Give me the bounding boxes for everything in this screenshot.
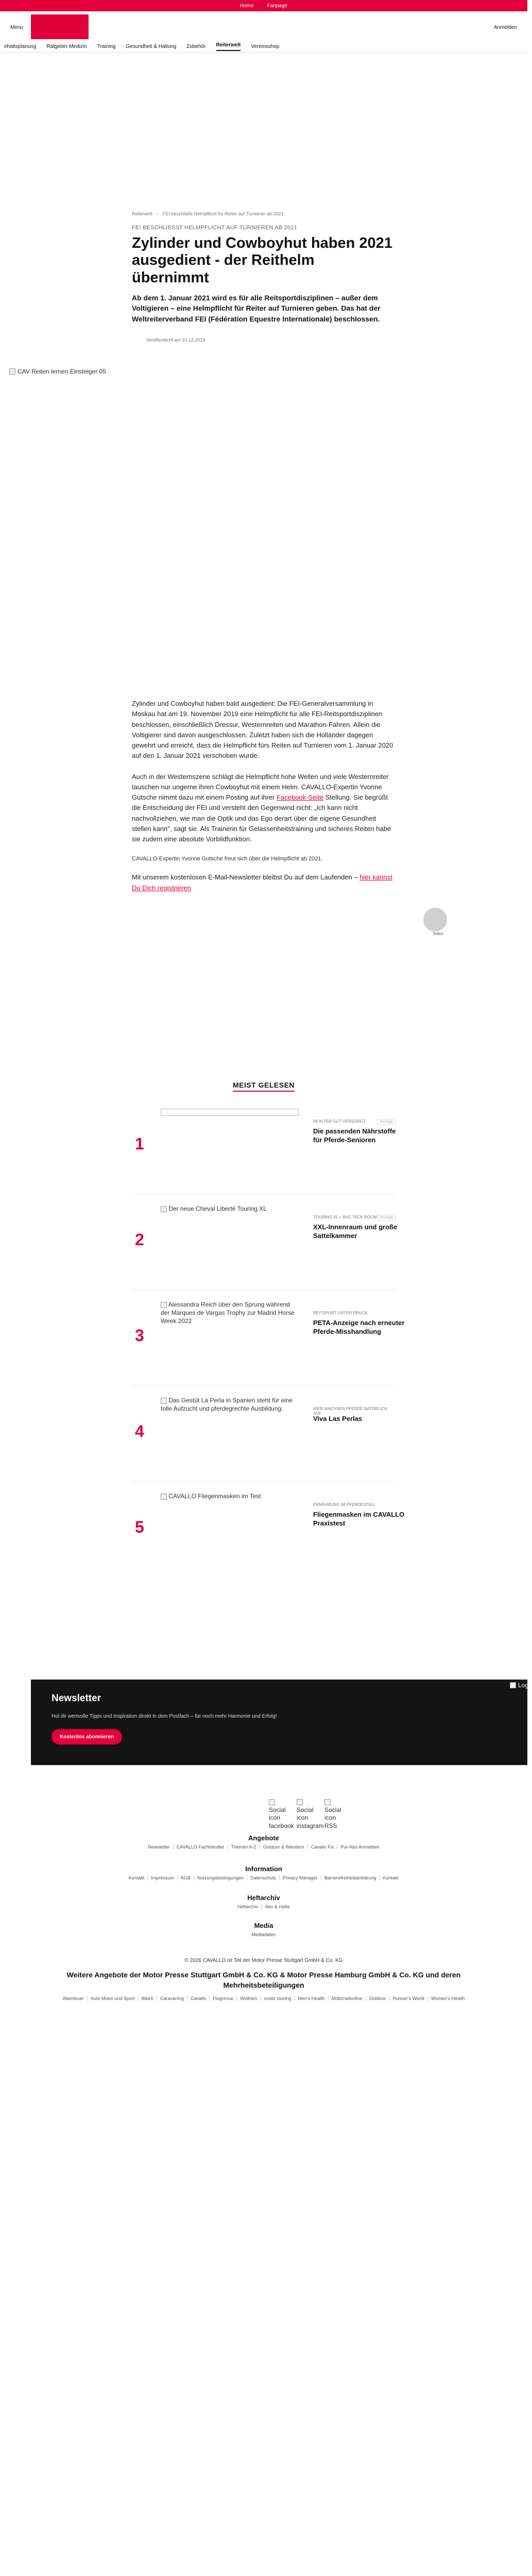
rank-number: 4: [135, 1422, 144, 1440]
group-offers-title: Weitere Angebote der Motor Presse Stuttgart GmbH & Co. KG & Motor Presse Hamburg GmbH & Co. KG und deren Mehrheitsbeteiligungen: [66, 1971, 461, 1989]
footer-link[interactable]: Kontakt: [383, 1875, 399, 1880]
menu-button[interactable]: Menu: [10, 25, 24, 30]
footer-link[interactable]: Cavallo Fix: [308, 1844, 338, 1850]
facebook-link[interactable]: Facebook-Seite: [277, 793, 324, 802]
paragraph-text: Stellung. Sie begrüßt die Entscheidung der FEI und versteht den Gegenwind nicht: „Ich kann nicht nachvollziehen, wie man die Optik und das Ego derart über die eigene Gesundheit stellen kann", sagt sie. Als Trainerin für Gelassenheitstraining und sicheres Reiten habe sie zudem eine absolute Vorbildfunktion.: [132, 793, 391, 843]
footer-heft-links: [0, 1904, 527, 1909]
footer-angebote-title: Angebote: [248, 1834, 279, 1842]
newsletter-promo: [132, 872, 396, 893]
footer-link[interactable]: Abenteuer: [59, 1996, 88, 2001]
embed-caption: CAVALLO-Expertin Yvonne Gutsche freut sich über die Helmpflicht ab 2021.: [132, 856, 323, 862]
teaser-kicker: REITSPORT UNTER DRUCK: [313, 1311, 368, 1315]
footer-link[interactable]: Outdoor: [366, 1996, 390, 2001]
newsletter-logo-alt: Logo: [518, 1682, 532, 1689]
facebook-icon[interactable]: [269, 1798, 294, 1829]
rank-number: 2: [135, 1230, 144, 1249]
social-alt: Social icon RSS: [324, 1806, 341, 1829]
most-read-item[interactable]: [132, 1098, 396, 1194]
footer-link[interactable]: Impressum: [148, 1875, 178, 1880]
footer-link[interactable]: BikeX: [139, 1996, 158, 2001]
footer-link[interactable]: Auto Motor und Sport: [88, 1996, 139, 2001]
broken-image-icon: [510, 1682, 516, 1688]
footer-link[interactable]: Wolfram: [237, 1996, 261, 2001]
nav-item-training[interactable]: Training: [97, 44, 116, 49]
footer-heftarchiv-title: Heftarchiv: [247, 1894, 280, 1902]
footer-link[interactable]: Outdoor & Wandern: [260, 1844, 308, 1850]
article-headline: Zylinder und Cowboyhut haben 2021 ausgedient - der Reithelm übernimmt: [132, 235, 392, 286]
teaser-title[interactable]: Fliegenmasken im CAVALLO Praxistest: [313, 1511, 405, 1527]
topbar-link-home[interactable]: Home: [239, 3, 254, 9]
teaser-kicker: HIER WACHSEN PFERDE NATÜRLICH AUF: [313, 1406, 388, 1416]
footer-info-links: [0, 1875, 527, 1880]
published-date: Veröffentlicht am 10.12.2019: [146, 337, 205, 343]
copyright: © 2026 CAVALLO ist Teil der Motor Presse Stuttgart GmbH & Co. KG: [184, 1958, 343, 1963]
ad-space: [0, 53, 527, 202]
teaser-image-alt: CAVALLO Fliegenmasken im Test: [168, 1493, 261, 1500]
ad-badge: Anzeige: [377, 1215, 396, 1221]
article-paragraph-2: [132, 772, 396, 845]
footer-link[interactable]: AGB: [178, 1875, 194, 1880]
subscribe-button[interactable]: Kostenlos abonnieren: [52, 1729, 122, 1744]
hero-image-alt: CAV Reiten lernen Einsteiger 05: [18, 368, 106, 375]
teaser-image-alt: Der neue Cheval Liberté Touring XL: [168, 1205, 267, 1212]
cavallo-logo[interactable]: [31, 14, 89, 39]
nav-item-ernaehrung[interactable]: ehaltsplanung: [4, 44, 37, 49]
article-paragraph: Zylinder und Cowboyhut haben bald ausgedient: Die FEI-Generalversammlung in Moskau hat am 19. November 2019 eine Helmpflicht für alle FEI-Reitsportdisziplinen beschlossen, einschließlich Dressur, Westernreiten und Marathon-Fahren. Allein die Voltigierer sind davon ausgeschlossen. Zuletzt haben sich die Holländer dagegen gewehrt und erreicht, dass die Helmpflicht fürs Reiten auf Turnieren vom 1. Januar 2020 auf den 1. Januar 2021 verschoben wurde.: [132, 700, 393, 760]
teaser-image[interactable]: [161, 1396, 299, 1413]
footer-link[interactable]: Kontakt: [126, 1875, 148, 1880]
social-alt: Social icon facebook: [269, 1806, 294, 1829]
breadcrumb-current: FEI beschließt Helmpflicht für Reiter auf Turnieren ab 2021: [163, 211, 284, 216]
most-read-section: [132, 1081, 405, 1578]
teaser-kicker: ERNÄHRUNG IM PFERDESTALL: [313, 1502, 376, 1507]
rank-number: 5: [135, 1518, 144, 1536]
broken-image-icon: [161, 1302, 167, 1308]
teaser-image[interactable]: [161, 1492, 299, 1500]
footer-link[interactable]: motor touring: [261, 1996, 295, 2001]
social-alt: Social icon instagram: [297, 1806, 324, 1829]
nav-item-zubehoer[interactable]: Zubehör: [186, 44, 206, 49]
breadcrumb-item[interactable]: Reiterwelt: [132, 211, 153, 216]
footer-link[interactable]: Abo & Hefte: [265, 1904, 290, 1909]
footer-link[interactable]: Motorradonline: [329, 1996, 366, 2001]
broken-image-icon: [161, 1398, 167, 1404]
teaser-kicker: IM ALTER GUT VERSORGT: [313, 1119, 366, 1124]
paragraph-text: Auch in der Westernszene schlägt die Helmpflicht hohe Wellen und viele Westernreiter tauschen nur ungerne ihren Cowboyhut mit einem Helm. CAVALLO-Expertin Yvonne Gutsche nimmt dazu mit einem Posting auf ihrer: [132, 772, 389, 802]
footer-link[interactable]: Caravaning: [157, 1996, 187, 2001]
article-body: [132, 699, 396, 893]
most-read-item[interactable]: [132, 1194, 396, 1290]
footer-link[interactable]: Newsletter: [145, 1844, 174, 1850]
footer-link[interactable]: Women's Health: [431, 1996, 465, 2001]
nav-item-vereinsshop[interactable]: Vereinsshop: [251, 44, 280, 49]
ad-badge: Anzeige: [377, 1119, 396, 1125]
footer-link[interactable]: CAVALLO Fachhändler: [174, 1844, 228, 1850]
teaser-image-alt: Das Gestüt La Perla in Spanien steht für eine tolle Aufzucht und pferdegrechte Ausbildung.: [161, 1397, 293, 1413]
main-nav: [0, 41, 527, 53]
teaser-title[interactable]: Die passenden Nährstoffe für Pferde-Senioren: [313, 1127, 396, 1144]
rss-icon[interactable]: [324, 1798, 342, 1827]
share-button[interactable]: [423, 908, 447, 931]
footer-info-title: Information: [245, 1865, 282, 1873]
rank-number: 1: [135, 1134, 144, 1153]
top-strip: [0, 0, 527, 11]
topbar-link-fanpage[interactable]: Fanpage: [267, 3, 288, 9]
footer-link[interactable]: Datenschutz: [247, 1875, 280, 1880]
teaser-kicker: TOURING XL + BAC TACK ROOM: [313, 1215, 377, 1219]
login-link[interactable]: Anmelden: [493, 25, 517, 30]
footer-link[interactable]: Pur-Abo Anmelden: [340, 1844, 380, 1850]
broken-image-icon: [161, 1494, 167, 1500]
footer-link[interactable]: Mediadaten: [251, 1932, 276, 1937]
teaser-title[interactable]: XXL-Innenraum und große Sattelkammer: [313, 1223, 398, 1240]
footer-link[interactable]: Nutzungsbedingungen: [194, 1875, 247, 1880]
breadcrumb: Reiterwelt › FEI beschließt Helmpflicht für Reiter auf Turnieren ab 2021: [132, 211, 284, 216]
share-label: Teilen: [433, 931, 443, 936]
nav-item-ratgeber-medizin[interactable]: Ratgeber Medizin: [46, 44, 87, 49]
footer-link[interactable]: Themen A-Z: [228, 1844, 260, 1850]
teaser-title[interactable]: PETA-Anzeige nach erneuter Pferde-Misshandlung: [313, 1319, 405, 1335]
newsletter-heading: Newsletter: [52, 1693, 101, 1704]
footer-angebote-links: [0, 1844, 527, 1850]
instagram-icon[interactable]: [297, 1798, 324, 1829]
teaser-image[interactable]: [161, 1205, 299, 1213]
footer-link[interactable]: Barrierefreiheitserklärung: [321, 1875, 380, 1880]
newsletter-promo-text: Mit unserem kostenlosen E-Mail-Newsletter bleibst Du auf dem Laufenden –: [132, 873, 358, 882]
newsletter-box: [31, 1680, 532, 1765]
most-read-item[interactable]: [132, 1482, 405, 1578]
most-read-title: MEIST GELESEN: [233, 1081, 295, 1092]
footer-media-title: Media: [254, 1922, 273, 1929]
teaser-image-alt: Alessandra Reich über den Sprung während der Marques de Vargas Trophy zur Madrid Horse Week 2022: [161, 1301, 295, 1325]
broken-image-icon: [161, 1206, 167, 1212]
nav-item-reiterwelt[interactable]: Reiterwelt: [216, 42, 241, 51]
footer-link[interactable]: Flugrevue: [210, 1996, 237, 2001]
article-header: [132, 211, 396, 343]
most-read-item[interactable]: [132, 1290, 405, 1386]
teaser-image[interactable]: [161, 1109, 299, 1116]
nav-item-gesundheit[interactable]: Gesundheit & Haltung: [126, 44, 177, 49]
teaser-image[interactable]: [161, 1300, 299, 1326]
group-offers-links: [21, 1996, 507, 2001]
article-kicker: FEI BESCHLIESST HELMPFLICHT AUF TURNIEREN AB 2021: [132, 225, 297, 231]
most-read-item[interactable]: [132, 1386, 396, 1482]
article-lead: Ab dem 1. Januar 2021 wird es für alle Reitsportdisziplinen – außer dem Voltigieren – eine Helmpflicht für Reiter auf Turnieren geben. Das hat der Weltreiterverband FEI (Fédération Equestre Internationale) beschlossen.: [132, 294, 381, 323]
site-header: [0, 11, 527, 41]
footer-link[interactable]: Privacy Manager: [280, 1875, 321, 1880]
newsletter-logo: [510, 1682, 532, 1689]
teaser-title[interactable]: Viva Las Perlas: [313, 1415, 363, 1422]
broken-image-icon: [9, 368, 15, 375]
footer-link[interactable]: Heftarchiv: [234, 1904, 262, 1909]
footer-link[interactable]: Men's Health: [295, 1996, 329, 2001]
footer-media-links: [0, 1932, 527, 1937]
hero-image: [0, 361, 527, 676]
footer-link[interactable]: Cavallo: [187, 1996, 210, 2001]
rank-number: 3: [135, 1326, 144, 1345]
newsletter-register-link[interactable]: hier kannst Du Dich registrieren: [132, 873, 392, 892]
social-links: [269, 1798, 342, 1827]
footer-link[interactable]: Runner's World: [389, 1996, 428, 2001]
newsletter-text: Hol dir wertvolle Tipps und Inspiration direkt in dein Postfach – für noch mehr Harmonie und Erfolg!: [52, 1714, 277, 1719]
